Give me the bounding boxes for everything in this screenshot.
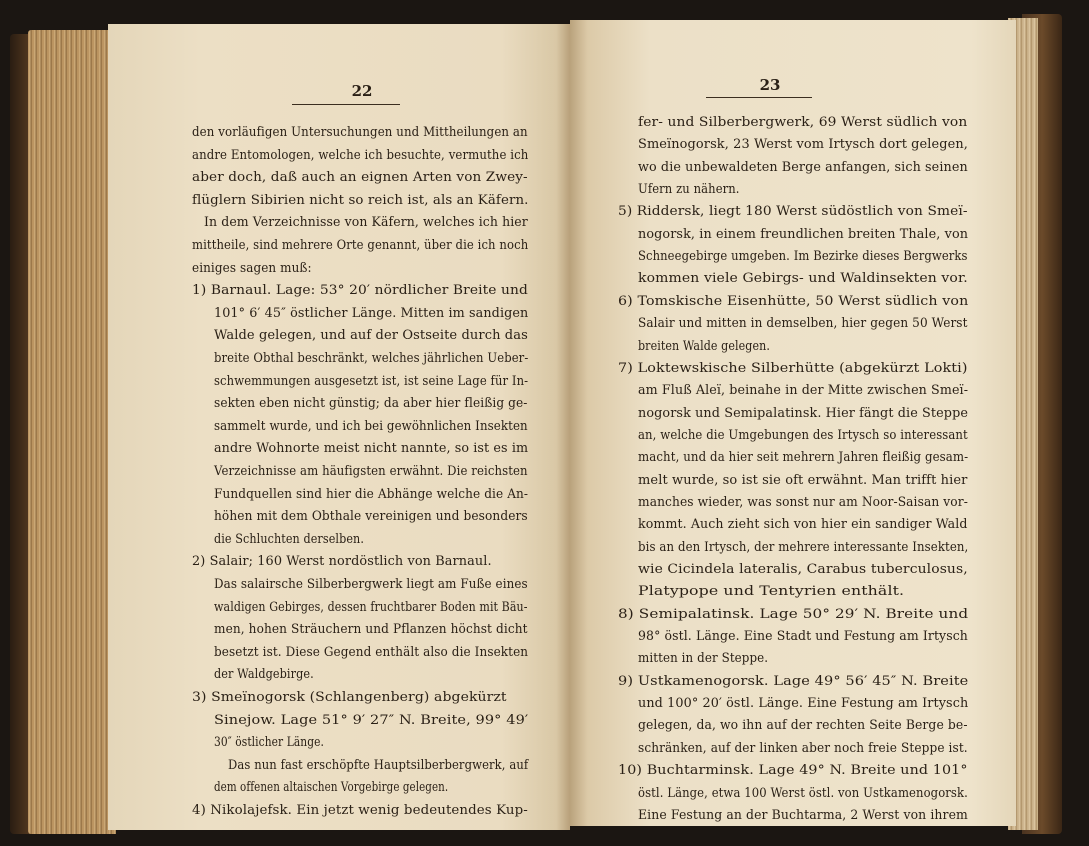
text-line: wo die unbewaldeten Berge anfangen, sich seinen (638, 158, 968, 174)
text-line: Platypope und Tentyrien enthält. (638, 583, 905, 599)
text-line: schränken, auf der linken aber noch freie Steppe ist. (638, 739, 968, 755)
text-line: 2) Salair; 160 Werst nordöstlich von Barnaul. (192, 553, 492, 569)
text-line: flüglern Sibirien nicht so reich ist, als an Käfern. (192, 191, 529, 207)
right-page (570, 20, 1016, 826)
text-line: 30″ östlicher Länge. (214, 734, 325, 750)
text-line: Schneegebirge umgeben. Im Bezirke dieses Bergwerks (638, 248, 968, 264)
text-line: andre Wohnorte meist nicht nannte, so ist es im (214, 440, 529, 456)
text-line: östl. Länge, etwa 100 Werst östl. von Ustkamenogorsk. (638, 784, 968, 800)
text-line: 8) Semipalatinsk. Lage 50° 29′ N. Breite und (618, 605, 969, 621)
text-line: sekten eben nicht günstig; da aber hier fleißig ge- (214, 395, 528, 411)
text-line: macht, und da hier seit mehrern Jahren fleißig gesam- (638, 449, 969, 465)
text-line: melt wurde, so ist sie oft erwähnt. Man trifft hier (638, 471, 968, 487)
left-page (108, 24, 570, 830)
text-line: fer- und Silberbergwerk, 69 Werst südlich von (638, 114, 968, 129)
text-line: höhen mit dem Obthale vereinigen und besonders (214, 508, 528, 524)
text-line: sammelt wurde, und ich bei gewöhnlichen Insekten (214, 417, 528, 433)
text-line: 6) Tomskische Eisenhütte, 50 Werst südlich von (618, 292, 969, 308)
text-line: manches wieder, was sonst nur am Noor-Saisan vor- (638, 493, 968, 509)
page-number-right: 23 (759, 76, 781, 94)
text-line: waldigen Gebirges, dessen fruchtbarer Boden mit Bäu- (214, 598, 528, 614)
text-line: und 100° 20′ östl. Länge. Eine Festung am Irtysch (638, 695, 969, 711)
text-line: Walde gelegen, und auf der Ostseite durch das (214, 327, 528, 343)
text-line: aber doch, daß auch an eignen Arten von Zwey- (192, 169, 528, 185)
text-line: bis an den Irtysch, der mehrere interessante Insekten, (638, 538, 969, 554)
text-line: men, hohen Sträuchern und Pflanzen höchst dicht (214, 621, 528, 637)
text-line: Ufern zu nähern. (638, 181, 740, 197)
text-line: dem offenen altaischen Vorgebirge gelegen. (214, 779, 449, 795)
page-number-left: 22 (351, 82, 373, 100)
text-line: die Schluchten derselben. (214, 530, 364, 546)
text-line: besetzt ist. Diese Gegend enthält also die Insekten (214, 643, 529, 659)
text-line: breite Obthal beschränkt, welches jährlichen Ueber- (214, 350, 529, 365)
text-line: kommen viele Gebirgs- und Waldinsekten vor. (638, 270, 968, 286)
text-line: nogorsk, in einem freundlichen breiten Thale, von (638, 225, 969, 241)
text-line: am Fluß Aleï, beinahe in der Mitte zwischen Smeï- (638, 382, 969, 398)
text-line: Eine Festung an der Buchtarma, 2 Werst von ihrem (638, 806, 968, 822)
text-line: kommt. Auch zieht sich von hier ein sandiger Wald (638, 516, 968, 532)
text-line: mittheile, sind mehrere Orte genannt, über die ich noch (192, 237, 529, 252)
text-line: 5) Riddersk, liegt 180 Werst südöstlich von Smeï- (618, 203, 968, 219)
text-line: 1) Barnaul. Lage: 53° 20′ nördlicher Breite und (192, 282, 528, 298)
text-line: Das salairsche Silberbergwerk liegt am Fuße eines (214, 576, 528, 591)
text-line: wie Cicindela lateralis, Carabus tuberculosus, (638, 561, 968, 576)
text-line: Verzeichnisse am häufigsten erwähnt. Die reichsten (214, 463, 528, 478)
text-line: den vorläufigen Untersuchungen und Mittheilungen an (192, 124, 528, 139)
text-line: 10) Buchtarminsk. Lage 49° N. Breite und 101° (618, 762, 968, 778)
text-line: andre Entomologen, welche ich besuchte, vermuthe ich (192, 146, 529, 162)
page-edges-left (28, 30, 116, 834)
text-line: nogorsk und Semipalatinsk. Hier fängt die Steppe (638, 404, 969, 420)
text-line: 101° 6′ 45″ östlicher Länge. Mitten im sandigen (214, 304, 529, 320)
header-rule-right (706, 97, 812, 98)
text-line: Das nun fast erschöpfte Hauptsilberbergwerk, auf (228, 756, 529, 772)
text-line: Fundquellen sind hier die Abhänge welche die An- (214, 485, 529, 501)
text-line: Salair und mitten in demselben, hier gegen 50 Werst (638, 315, 968, 331)
text-line: einiges sagen muß: (192, 259, 312, 275)
text-line: gelegen, da, wo ihn auf der rechten Seite Berge be- (638, 717, 968, 733)
text-line: an, welche die Umgebungen des Irtysch so interessant (638, 426, 968, 442)
text-line: In dem Verzeichnisse von Käfern, welches ich hier (204, 214, 528, 230)
text-line: 3) Smeïnogorsk (Schlangenberg) abgekürzt (192, 689, 507, 704)
text-line: 98° östl. Länge. Eine Stadt und Festung am Irtysch (638, 628, 968, 644)
text-line: Sinejow. Lage 51° 9′ 27″ N. Breite, 99° 49′ (214, 711, 529, 727)
header-rule-left (292, 104, 400, 105)
text-line: 9) Ustkamenogorsk. Lage 49° 56′ 45″ N. Breite (618, 672, 969, 688)
text-line: schwemmungen ausgesetzt ist, ist seine Lage für In- (214, 372, 529, 388)
text-line: 4) Nikolajefsk. Ein jetzt wenig bedeutendes Kup- (192, 802, 528, 817)
text-line: breiten Walde gelegen. (638, 337, 770, 353)
text-line: Smeïnogorsk, 23 Werst vom Irtysch dort gelegen, (638, 136, 969, 152)
text-line: der Waldgebirge. (214, 666, 314, 682)
text-line: 7) Loktewskische Silberhütte (abgekürzt Lokti) (618, 359, 968, 375)
text-line: mitten in der Steppe. (638, 650, 769, 666)
